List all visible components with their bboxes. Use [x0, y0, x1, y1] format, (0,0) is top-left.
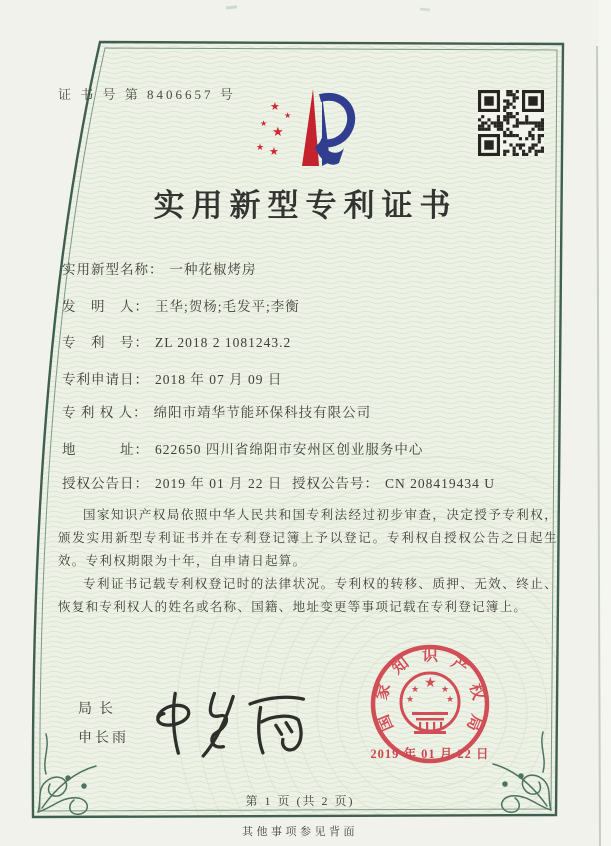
field-label: 授权公告号： [292, 476, 379, 491]
svg-text:★: ★ [411, 685, 420, 695]
cnipa-logo [256, 86, 356, 174]
field-value: 2019 年 01 月 22 日 [155, 476, 283, 491]
svg-text:★: ★ [424, 675, 437, 691]
field-grant-date [62, 472, 282, 492]
legal-paragraph-1: 国家知识产权局依照中华人民共和国专利法经过初步审查，决定授予专利权，颁发实用新型专利证书并在专利登记簿上予以登记。专利权自授权公告之日起生效。专利权期限为十年，自申请日起算。 [58, 508, 558, 568]
field-label: 地 址： [62, 442, 149, 457]
official-seal [362, 642, 502, 774]
svg-text:★: ★ [446, 695, 455, 705]
legal-paragraph-2: 专利证书记载专利权登记时的法律状况。专利权的转移、质押、无效、终止、恢复和专利权人的姓名或名称、国籍、地址变更等事项记载在专利登记簿上。 [58, 577, 558, 614]
svg-text:知: 知 [389, 654, 413, 678]
seal-date: 2019 年 01 月 22 日 [370, 747, 490, 761]
field-value: 王华;贺杨;毛发平;李衡 [155, 299, 300, 314]
svg-text:★: ★ [256, 143, 265, 153]
field-value: CN 208419434 U [385, 476, 496, 491]
svg-text:★: ★ [441, 685, 450, 695]
field-label: 专 利 号： [62, 335, 149, 350]
svg-text:★: ★ [284, 111, 292, 120]
svg-text:家: 家 [373, 681, 394, 702]
field-filing-date [62, 368, 282, 388]
legal-text [58, 504, 558, 619]
logo-stars [256, 100, 291, 158]
field-value: 绵阳市靖华节能环保科技有限公司 [153, 405, 372, 420]
back-side-note: 其他事项参见背面 [242, 826, 358, 838]
director-signature [148, 682, 318, 760]
director-title: 局长 [78, 702, 120, 717]
svg-text:权: 权 [466, 681, 487, 702]
svg-text:★: ★ [270, 100, 280, 113]
field-label: 授权公告日： [62, 476, 149, 491]
svg-text:局: 局 [463, 711, 485, 734]
svg-text:国: 国 [375, 711, 397, 734]
field-label: 专利申请日： [62, 372, 149, 387]
field-value: 622650 四川省绵阳市安州区创业服务中心 [155, 442, 424, 457]
svg-text:产: 产 [447, 654, 471, 678]
field-patent-number [62, 331, 291, 351]
field-inventors [62, 295, 300, 315]
field-patentee [62, 401, 371, 421]
svg-text:★: ★ [406, 695, 415, 705]
field-address [62, 438, 423, 458]
logo-red-spike [302, 89, 319, 166]
svg-text:★: ★ [272, 125, 284, 140]
field-value: 2018 年 07 月 09 日 [155, 372, 283, 387]
field-label: 实用新型名称： [62, 262, 164, 277]
field-grant-number [292, 472, 495, 492]
qr-code [478, 90, 544, 156]
seal-national-emblem [401, 673, 459, 734]
field-value: ZL 2018 2 1081243.2 [155, 335, 292, 350]
certificate-number: 证 书 号 第 8406657 号 [58, 87, 236, 102]
svg-text:识: 识 [421, 647, 439, 665]
director-name: 申长雨 [78, 731, 129, 746]
svg-text:★: ★ [269, 145, 279, 158]
field-value: 一种花椒烤房 [169, 262, 257, 277]
certificate-title: 实用新型专利证书 [153, 188, 458, 223]
field-label: 发 明 人： [62, 299, 149, 314]
page-number: 第 1 页 (共 2 页) [245, 794, 355, 808]
svg-text:★: ★ [260, 119, 268, 128]
field-label: 专 利 权 人： [62, 405, 148, 420]
field-utility-model-name [62, 258, 257, 278]
